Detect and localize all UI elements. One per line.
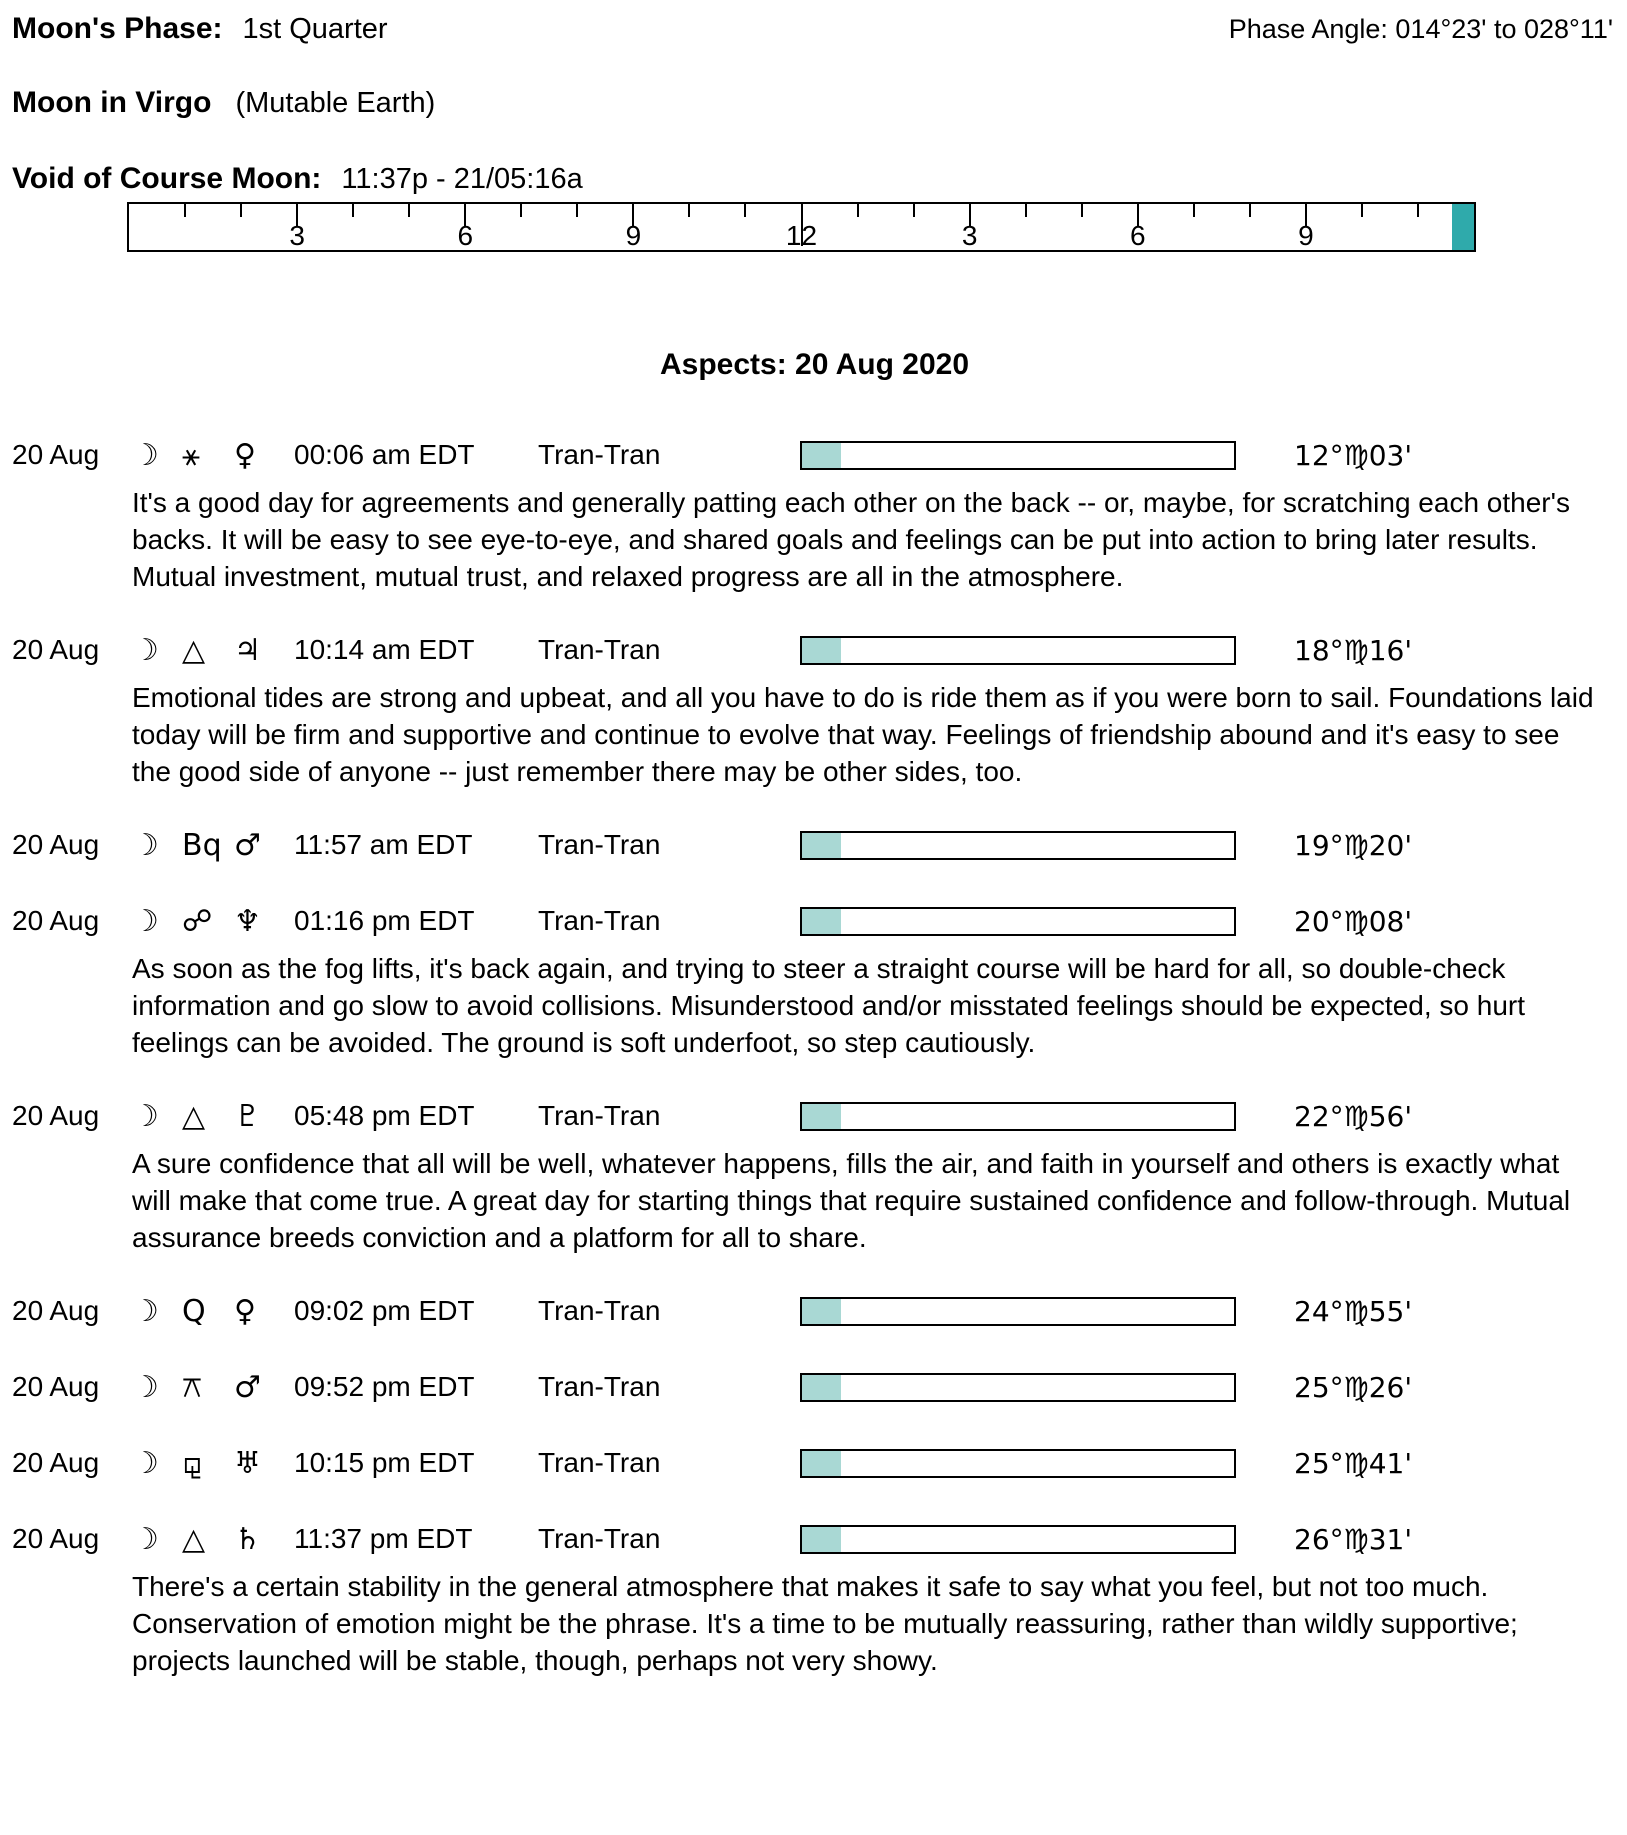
venus-symbol: ♀: [234, 1293, 256, 1329]
aspect-time: 09:02 pm EDT: [294, 1295, 475, 1326]
hour-tick: [520, 204, 522, 217]
aspect-description: Emotional tides are strong and upbeat, and all you have to do is ride them as if you were born to sail. Foundations laid today will be firm and supportive and continue to evolve that way. Feelings of friendship abound and it's easy to see the good side of anyone -- just remember there may be other sides, too.: [132, 682, 1594, 787]
jupiter-symbol: ♃: [234, 632, 261, 668]
hour-label: 12: [785, 220, 818, 251]
aspect-date: 20 Aug: [12, 1295, 100, 1326]
voc-label: Void of Course Moon:: [12, 162, 322, 195]
aspect-type: Tran-Tran: [538, 1447, 661, 1478]
aspect-time: 11:57 am EDT: [294, 829, 473, 860]
hour-tick: [352, 204, 354, 217]
trine-symbol: △: [182, 632, 206, 668]
aspect-time: 10:14 am EDT: [294, 634, 475, 665]
orb-bar: [800, 831, 1236, 860]
aspect-time: 10:15 pm EDT: [294, 1447, 475, 1478]
orb-bar: [800, 1449, 1236, 1478]
hour-tick: [1081, 204, 1083, 217]
phase-angle: [1229, 14, 1613, 45]
orb-bar-fill: [802, 638, 841, 663]
moon-symbol: ☽: [132, 827, 159, 863]
hour-tick: [240, 204, 242, 217]
biquintile-symbol: Bq: [182, 827, 222, 863]
orb-bar: [800, 636, 1236, 665]
voc-period-indicator: [1452, 204, 1474, 250]
aspect-type: Tran-Tran: [538, 439, 661, 470]
quincunx-symbol: ⚻: [182, 1369, 202, 1405]
saturn-symbol: ♄: [234, 1521, 261, 1557]
aspect-type: Tran-Tran: [538, 1100, 661, 1131]
aspect-row-biquintile-mars: [12, 824, 1617, 866]
hour-tick: [1417, 204, 1419, 217]
aspect-time: 09:52 pm EDT: [294, 1371, 475, 1402]
orb-bar-fill: [802, 909, 841, 934]
hour-tick: [408, 204, 410, 217]
hour-tick: [1249, 204, 1251, 217]
aspect-row-sextile-venus: [12, 434, 1617, 595]
aspect-type: Tran-Tran: [538, 1371, 661, 1402]
aspect-time: 00:06 am EDT: [294, 439, 475, 470]
aspect-description: There's a certain stability in the general atmosphere that makes it safe to say what you feel, but not too much. Conservation of emotion might be the phrase. It's a time to be mutually reassuring, rather than wildly supportive; projects launched will be stable, though, perhaps not very showy.: [132, 1571, 1518, 1676]
aspect-row-opposition-neptune: [12, 900, 1617, 1061]
orb-bar: [800, 907, 1236, 936]
aspect-degree: 26°♍31': [1294, 1522, 1413, 1556]
moon-symbol: ☽: [132, 1521, 159, 1557]
aspect-date: 20 Aug: [12, 1100, 100, 1131]
hour-label: 3: [961, 220, 978, 251]
aspect-time: 01:16 pm EDT: [294, 905, 475, 936]
aspect-degree: 20°♍08': [1294, 904, 1413, 938]
aspect-description: A sure confidence that all will be well, whatever happens, fills the air, and faith in yourself and others is exactly what will make that come true. A great day for starting things that require sustained confidence and follow-through. Mutual assurance breeds conviction and a platform for all to share.: [132, 1148, 1571, 1253]
aspect-type: Tran-Tran: [538, 905, 661, 936]
phase-angle-value: 014°23' to 028°11': [1395, 14, 1613, 44]
aspect-row-quintile-venus: [12, 1290, 1617, 1332]
orb-bar: [800, 1102, 1236, 1131]
hour-tick: [857, 204, 859, 217]
aspect-date: 20 Aug: [12, 1371, 100, 1402]
moon-symbol: ☽: [132, 1445, 159, 1481]
hour-tick: [688, 204, 690, 217]
orb-bar-fill: [802, 1375, 841, 1400]
uranus-symbol: ♅: [234, 1445, 261, 1481]
orb-bar-fill: [802, 443, 841, 468]
hour-tick: [913, 204, 915, 217]
voc-ruler: [127, 202, 1476, 252]
aspect-row-trine-pluto: [12, 1095, 1617, 1256]
moon-symbol: ☽: [132, 1369, 159, 1405]
mars-symbol: ♂: [234, 827, 261, 863]
aspect-description: It's a good day for agreements and generally patting each other on the back -- or, maybe, for scratching each other's backs. It will be easy to see eye-to-eye, and shared goals and feelings can be put into action to bring later results. Mutual investment, mutual trust, and relaxed progress are all in the atmosphere.: [132, 487, 1570, 592]
hour-label: 9: [625, 220, 642, 251]
voc-line: [12, 162, 1617, 196]
orb-bar: [800, 1373, 1236, 1402]
moons-phase-label: Moon's Phase:: [12, 12, 223, 45]
sextile-symbol: ⚹: [182, 437, 200, 473]
orb-bar: [800, 1525, 1236, 1554]
orb-bar-fill: [802, 1299, 841, 1324]
moon-sign-line: [12, 86, 1617, 120]
aspect-date: 20 Aug: [12, 1523, 100, 1554]
hour-label: 9: [1298, 220, 1314, 251]
aspect-row-trine-saturn: [12, 1518, 1617, 1679]
aspect-row-quincunx-mars: [12, 1366, 1617, 1408]
hour-tick: [1361, 204, 1363, 217]
aspect-type: Tran-Tran: [538, 829, 661, 860]
moon-symbol: ☽: [132, 632, 159, 668]
aspect-degree: 25°♍26': [1294, 1370, 1413, 1404]
voc-value: 11:37p - 21/05:16a: [341, 163, 583, 195]
venus-symbol: ♀: [234, 437, 256, 473]
aspect-type: Tran-Tran: [538, 1295, 661, 1326]
aspects-title: Aspects: 20 Aug 2020: [659, 348, 970, 381]
aspect-degree: 19°♍20': [1294, 828, 1413, 862]
hour-label: 6: [1129, 220, 1146, 251]
aspect-time: 11:37 pm EDT: [294, 1523, 473, 1554]
moon-symbol: ☽: [132, 1293, 159, 1329]
aspect-description: As soon as the fog lifts, it's back again, and trying to steer a straight course will be hard for all, so double-check information and go slow to avoid collisions. Misunderstood and/or misstated feelings should be expected, so hurt feelings can be avoided. The ground is soft underfoot, so step cautiously.: [132, 953, 1526, 1058]
aspect-row-trine-jupiter: [12, 629, 1617, 790]
aspect-date: 20 Aug: [12, 905, 100, 936]
aspect-type: Tran-Tran: [538, 1523, 661, 1554]
orb-bar: [800, 1297, 1236, 1326]
aspect-date: 20 Aug: [12, 1447, 100, 1478]
trine-symbol: △: [182, 1098, 206, 1134]
orb-bar-fill: [802, 833, 841, 858]
moons-phase-value: 1st Quarter: [242, 13, 388, 45]
hour-tick: [184, 204, 186, 217]
quintile-symbol: Q: [182, 1293, 206, 1329]
hour-tick: [1193, 204, 1195, 217]
opposition-symbol: ☍: [182, 903, 213, 939]
aspect-degree: 22°♍56': [1294, 1099, 1413, 1133]
aspect-date: 20 Aug: [12, 439, 100, 470]
sesquiquadrate-symbol: ⚼: [182, 1445, 203, 1481]
mars-symbol: ♂: [234, 1369, 261, 1405]
phase-angle-label: Phase Angle:: [1228, 14, 1388, 44]
hour-tick: [744, 204, 746, 217]
aspect-degree: 24°♍55': [1294, 1294, 1413, 1328]
aspect-degree: 18°♍16': [1294, 633, 1413, 667]
orb-bar: [800, 441, 1236, 470]
aspect-date: 20 Aug: [12, 634, 100, 665]
page-header: [12, 12, 1617, 46]
moon-symbol: ☽: [132, 903, 159, 939]
orb-bar-fill: [802, 1104, 841, 1129]
moon-sign-heading: Moon in Virgo: [12, 86, 212, 119]
aspect-degree: 25°♍41': [1294, 1446, 1413, 1480]
aspect-time: 05:48 pm EDT: [294, 1100, 475, 1131]
aspect-degree: 12°♍03': [1294, 438, 1413, 472]
moon-symbol: ☽: [132, 1098, 159, 1134]
hour-tick: [576, 204, 578, 217]
aspect-type: Tran-Tran: [538, 634, 661, 665]
orb-bar-fill: [802, 1527, 841, 1552]
trine-symbol: △: [182, 1521, 206, 1557]
hour-tick: [1025, 204, 1027, 217]
aspect-date: 20 Aug: [12, 829, 100, 860]
hour-label: 3: [289, 220, 305, 251]
hour-label: 6: [457, 220, 474, 251]
moon-symbol: ☽: [132, 437, 159, 473]
moon-sign-modality: (Mutable Earth): [235, 87, 436, 119]
pluto-symbol: ♇: [234, 1098, 261, 1134]
aspect-row-sesquiquadrate-uranus: [12, 1442, 1617, 1484]
orb-bar-fill: [802, 1451, 841, 1476]
neptune-symbol: ♆: [234, 903, 261, 939]
